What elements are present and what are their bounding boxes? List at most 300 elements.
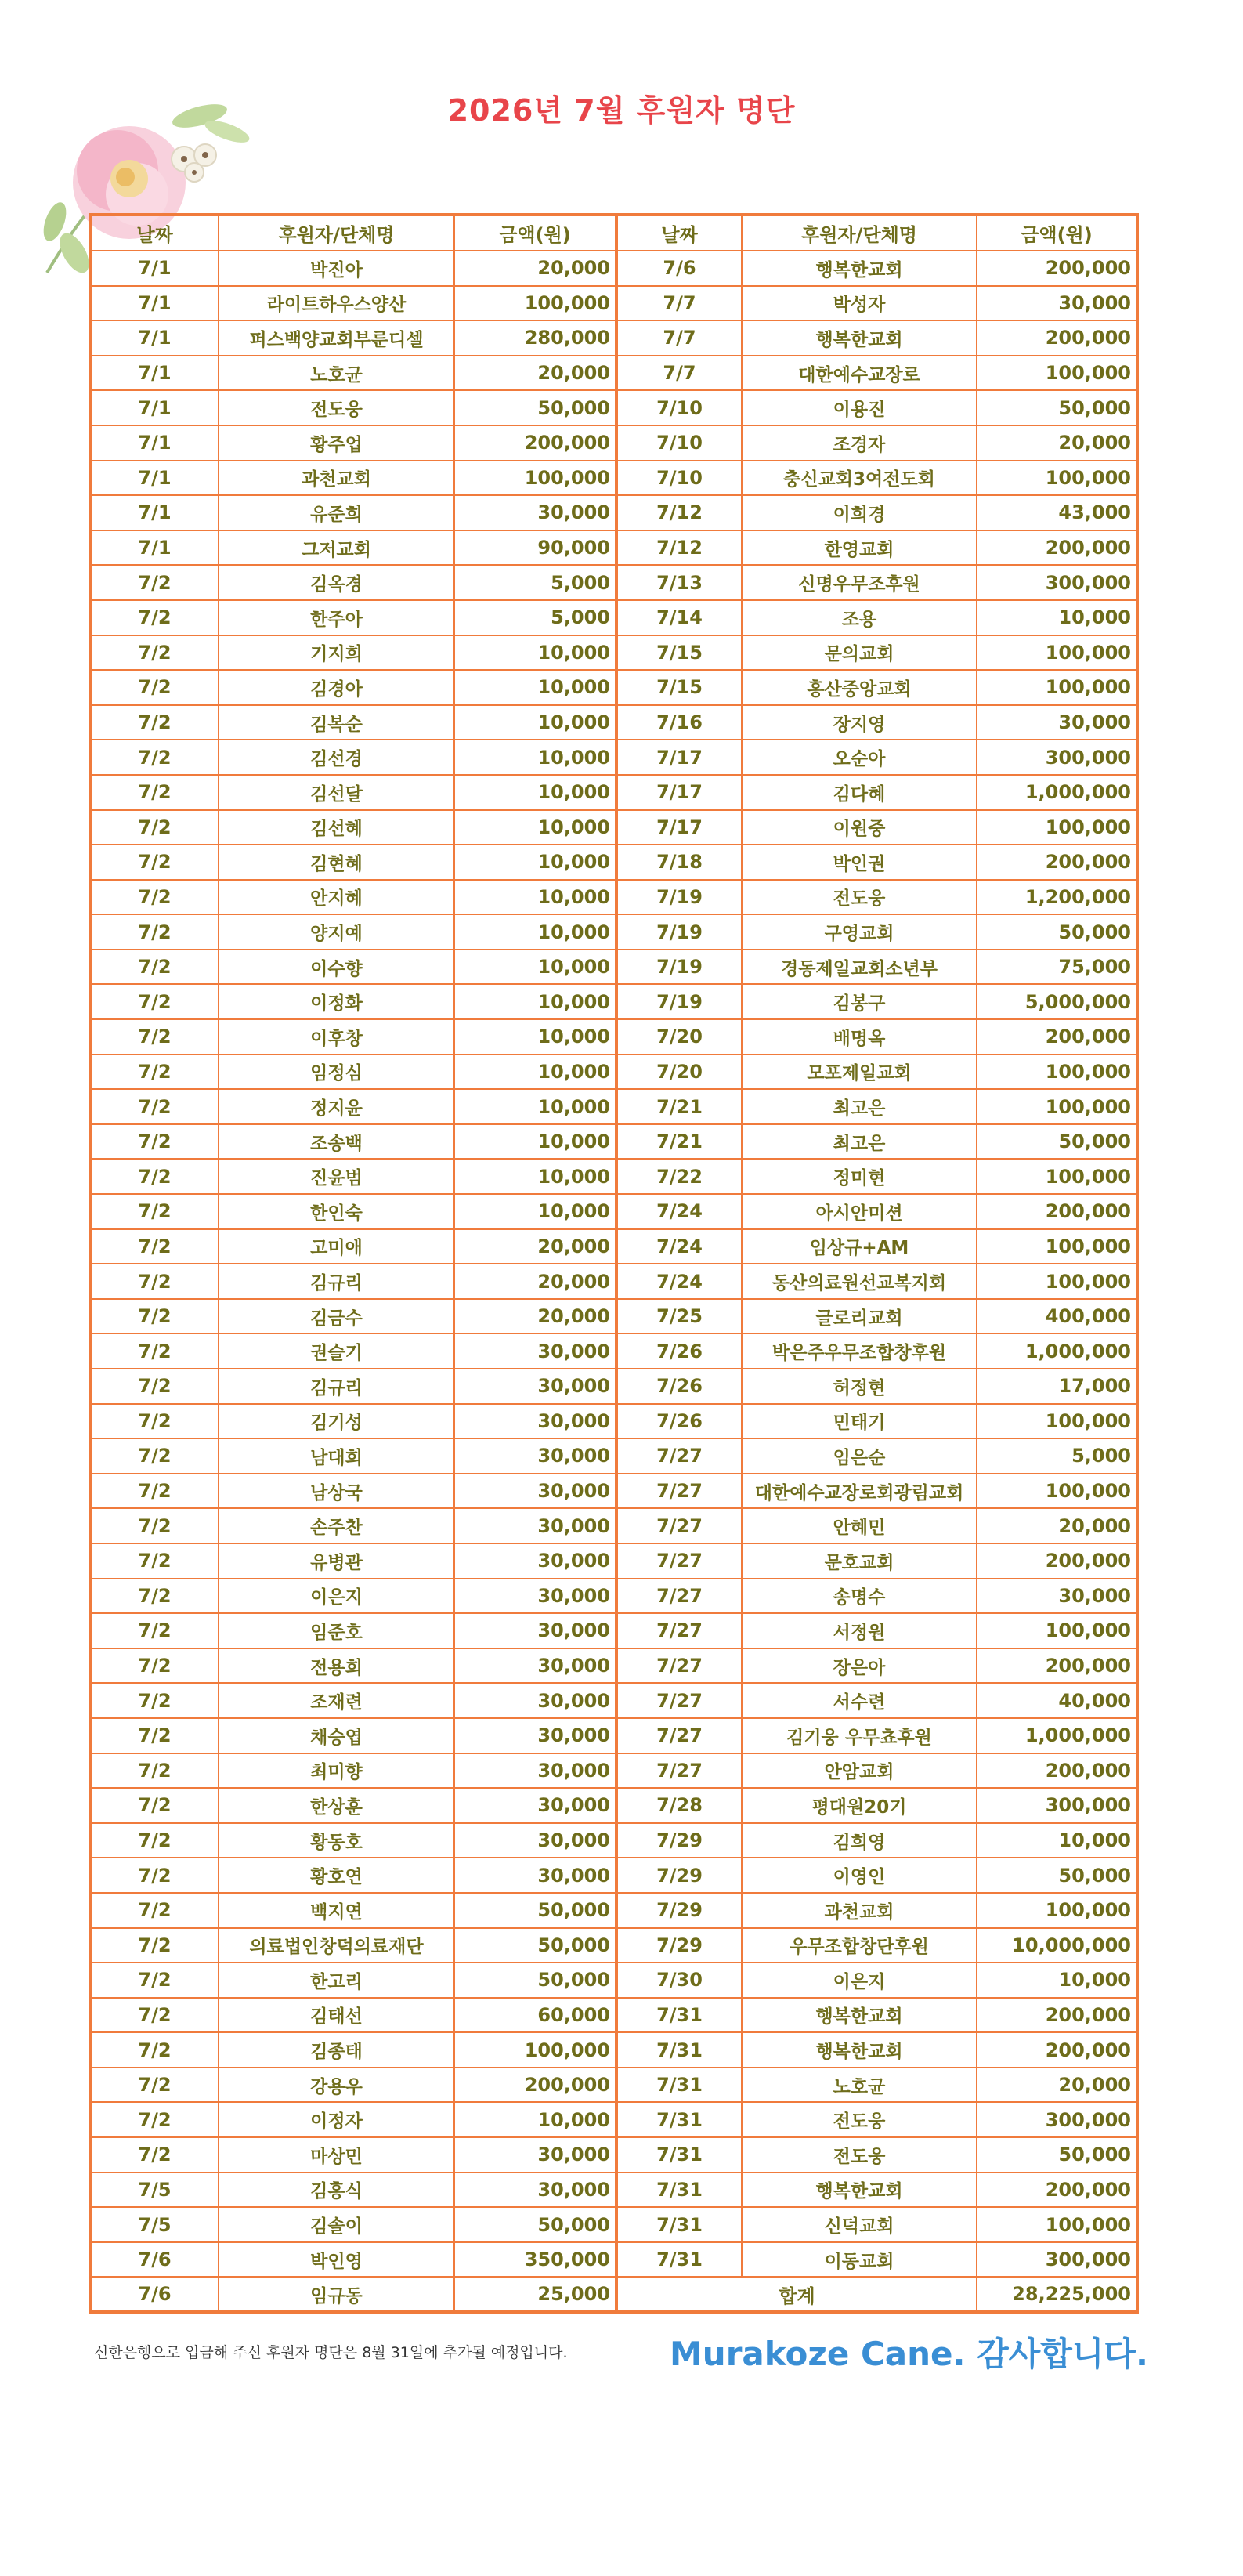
donor-name: 문호교회 <box>742 1543 977 1579</box>
donation-amount: 20,000 <box>454 1264 616 1299</box>
donation-date: 7/2 <box>90 2137 219 2173</box>
table-row <box>90 1648 1137 1684</box>
donor-name: 이수향 <box>219 950 454 985</box>
donor-name: 채승엽 <box>219 1718 454 1753</box>
donation-amount: 10,000 <box>454 775 616 810</box>
donation-date: 7/31 <box>616 2068 742 2103</box>
table-row <box>90 1019 1137 1055</box>
table-header-row <box>90 215 1137 251</box>
donation-date: 7/1 <box>90 461 219 496</box>
donor-name: 최고은 <box>742 1089 977 1124</box>
donation-date: 7/5 <box>90 2173 219 2208</box>
donor-name: 홍산중앙교회 <box>742 670 977 705</box>
donor-name: 행복한교회 <box>742 251 977 286</box>
table-row <box>90 425 1137 461</box>
donation-amount: 200,000 <box>454 2068 616 2103</box>
donor-name: 고미애 <box>219 1229 454 1264</box>
donor-name: 서정원 <box>742 1613 977 1648</box>
table-row <box>90 1613 1137 1648</box>
donation-date: 7/2 <box>90 1613 219 1648</box>
donor-name: 이정자 <box>219 2102 454 2137</box>
donor-name: 안혜민 <box>742 1508 977 1543</box>
donor-name: 전용희 <box>219 1648 454 1684</box>
donation-date: 7/18 <box>616 845 742 880</box>
donor-table-body <box>90 251 1137 2312</box>
donation-amount: 30,000 <box>454 1438 616 1474</box>
donation-date: 7/31 <box>616 2207 742 2242</box>
donation-amount: 30,000 <box>977 705 1137 740</box>
donation-date: 7/2 <box>90 1019 219 1055</box>
donation-date: 7/24 <box>616 1194 742 1229</box>
total-label: 합계 <box>616 2277 977 2312</box>
donation-amount: 10,000,000 <box>977 1928 1137 1963</box>
table-row <box>90 1858 1137 1893</box>
donation-date: 7/29 <box>616 1893 742 1928</box>
donation-date: 7/2 <box>90 950 219 985</box>
donor-name: 박진아 <box>219 251 454 286</box>
donor-name: 모포제일교회 <box>742 1055 977 1090</box>
donation-date: 7/5 <box>90 2207 219 2242</box>
table-row <box>90 2242 1137 2278</box>
donation-date: 7/2 <box>90 705 219 740</box>
donor-name: 정미현 <box>742 1159 977 1194</box>
donation-amount: 10,000 <box>454 914 616 950</box>
donation-amount: 30,000 <box>454 1333 616 1369</box>
donation-date: 7/21 <box>616 1124 742 1160</box>
donor-name: 우무조합창단후원 <box>742 1928 977 1963</box>
table-row <box>90 1579 1137 1614</box>
donation-date: 7/2 <box>90 1998 219 2033</box>
donation-date: 7/26 <box>616 1333 742 1369</box>
donation-amount: 10,000 <box>454 810 616 845</box>
donor-name: 박인권 <box>742 845 977 880</box>
donor-name: 진윤범 <box>219 1159 454 1194</box>
donation-date: 7/2 <box>90 984 219 1019</box>
donation-amount: 200,000 <box>977 530 1137 566</box>
donation-date: 7/10 <box>616 461 742 496</box>
donor-name: 대한예수교장로회광림교회 <box>742 1474 977 1509</box>
donation-date: 7/1 <box>90 390 219 425</box>
donor-name: 김다혜 <box>742 775 977 810</box>
thanks-message: Murakoze Cane. 감사합니다. <box>670 2335 1148 2373</box>
donor-name: 유병관 <box>219 1543 454 1579</box>
donor-name: 행복한교회 <box>742 1998 977 2033</box>
donation-date: 7/2 <box>90 880 219 915</box>
donor-name: 이희경 <box>742 495 977 530</box>
donation-amount: 10,000 <box>454 705 616 740</box>
donation-amount: 50,000 <box>977 2137 1137 2173</box>
donor-name: 글로리교회 <box>742 1299 977 1334</box>
donor-name: 조재련 <box>219 1683 454 1718</box>
donation-date: 7/26 <box>616 1369 742 1404</box>
donation-date: 7/6 <box>90 2242 219 2278</box>
donation-amount: 200,000 <box>977 2173 1137 2208</box>
donation-amount: 75,000 <box>977 950 1137 985</box>
donor-name: 전도웅 <box>742 2137 977 2173</box>
donor-name: 전도웅 <box>219 390 454 425</box>
table-row <box>90 1299 1137 1334</box>
donor-name: 마상민 <box>219 2137 454 2173</box>
donor-name: 라이트하우스양산 <box>219 286 454 321</box>
donation-date: 7/2 <box>90 1579 219 1614</box>
donor-name: 황동호 <box>219 1823 454 1858</box>
table-row <box>90 2173 1137 2208</box>
donation-amount: 100,000 <box>977 1404 1137 1439</box>
donation-amount: 30,000 <box>454 1508 616 1543</box>
donation-date: 7/1 <box>90 251 219 286</box>
donor-name: 배명옥 <box>742 1019 977 1055</box>
donation-amount: 30,000 <box>454 1858 616 1893</box>
donor-name: 남상국 <box>219 1474 454 1509</box>
table-row <box>90 1404 1137 1439</box>
donation-amount: 10,000 <box>454 1124 616 1160</box>
donation-amount: 10,000 <box>454 845 616 880</box>
table-row <box>90 286 1137 321</box>
donation-date: 7/27 <box>616 1508 742 1543</box>
donation-amount: 40,000 <box>977 1683 1137 1718</box>
donor-name: 김선혜 <box>219 810 454 845</box>
donation-amount: 100,000 <box>977 1089 1137 1124</box>
donation-date: 7/19 <box>616 914 742 950</box>
donation-amount: 10,000 <box>977 600 1137 635</box>
table-row <box>90 950 1137 985</box>
donation-amount: 100,000 <box>977 810 1137 845</box>
donor-name: 충신교회3여전도회 <box>742 461 977 496</box>
donor-name: 임정심 <box>219 1055 454 1090</box>
page-title: 2026년 7월 후원자 명단 <box>447 93 796 128</box>
donor-name: 김금수 <box>219 1299 454 1334</box>
donation-date: 7/1 <box>90 530 219 566</box>
donor-name: 장지영 <box>742 705 977 740</box>
donation-date: 7/27 <box>616 1648 742 1684</box>
donation-amount: 30,000 <box>454 1474 616 1509</box>
donor-name: 조경자 <box>742 425 977 461</box>
donor-name: 김규리 <box>219 1369 454 1404</box>
donor-name: 송명수 <box>742 1579 977 1614</box>
donation-date: 7/2 <box>90 740 219 775</box>
donation-amount: 90,000 <box>454 530 616 566</box>
donation-amount: 200,000 <box>977 1648 1137 1684</box>
donation-amount: 30,000 <box>454 2173 616 2208</box>
donor-name: 아시안미션 <box>742 1194 977 1229</box>
table-row <box>90 1229 1137 1264</box>
donor-name: 임규동 <box>219 2277 454 2312</box>
table-row <box>90 880 1137 915</box>
table-row <box>90 530 1137 566</box>
donation-amount: 300,000 <box>977 740 1137 775</box>
donor-name: 한주아 <box>219 600 454 635</box>
donation-amount: 100,000 <box>977 1055 1137 1090</box>
table-row <box>90 670 1137 705</box>
donation-amount: 30,000 <box>454 2137 616 2173</box>
donation-amount: 100,000 <box>977 1474 1137 1509</box>
donation-date: 7/2 <box>90 845 219 880</box>
donor-name: 한상훈 <box>219 1788 454 1823</box>
donation-date: 7/31 <box>616 2242 742 2278</box>
donation-date: 7/22 <box>616 1159 742 1194</box>
donation-date: 7/26 <box>616 1404 742 1439</box>
donation-amount: 30,000 <box>454 1683 616 1718</box>
donation-date: 7/1 <box>90 425 219 461</box>
table-row <box>90 1893 1137 1928</box>
donor-name: 양지예 <box>219 914 454 950</box>
donation-amount: 100,000 <box>977 670 1137 705</box>
donor-name: 김봉구 <box>742 984 977 1019</box>
donation-amount: 10,000 <box>454 1055 616 1090</box>
donation-amount: 200,000 <box>977 2032 1137 2068</box>
donation-amount: 10,000 <box>977 1823 1137 1858</box>
header-amount: 금액(원) <box>454 215 616 251</box>
table-row <box>90 1055 1137 1090</box>
donor-name: 임은순 <box>742 1438 977 1474</box>
donation-amount: 100,000 <box>977 1613 1137 1648</box>
donation-date: 7/14 <box>616 600 742 635</box>
donation-date: 7/27 <box>616 1579 742 1614</box>
donor-name: 임상규+AM <box>742 1229 977 1264</box>
donation-amount: 5,000 <box>454 565 616 600</box>
donation-amount: 17,000 <box>977 1369 1137 1404</box>
donation-date: 7/29 <box>616 1823 742 1858</box>
donation-date: 7/15 <box>616 670 742 705</box>
donation-date: 7/7 <box>616 286 742 321</box>
donation-date: 7/2 <box>90 1893 219 1928</box>
donation-amount: 280,000 <box>454 320 616 356</box>
donation-date: 7/16 <box>616 705 742 740</box>
donation-date: 7/2 <box>90 1194 219 1229</box>
donation-date: 7/20 <box>616 1055 742 1090</box>
table-row <box>90 2137 1137 2173</box>
table-row <box>90 705 1137 740</box>
donor-name: 박성자 <box>742 286 977 321</box>
donor-name: 이동교회 <box>742 2242 977 2278</box>
donation-amount: 100,000 <box>977 635 1137 671</box>
donor-name: 노호균 <box>742 2068 977 2103</box>
donor-name: 한영교회 <box>742 530 977 566</box>
donation-amount: 100,000 <box>977 1893 1137 1928</box>
donation-date: 7/13 <box>616 565 742 600</box>
donor-name: 유준희 <box>219 495 454 530</box>
donation-amount: 30,000 <box>454 1788 616 1823</box>
donation-date: 7/2 <box>90 775 219 810</box>
donor-name: 민태기 <box>742 1404 977 1439</box>
donation-amount: 50,000 <box>454 2207 616 2242</box>
donor-name: 동산의료원선교복지회 <box>742 1264 977 1299</box>
donation-date: 7/2 <box>90 1404 219 1439</box>
donor-name: 박인영 <box>219 2242 454 2278</box>
table-row <box>90 1089 1137 1124</box>
donor-name: 경동제일교회소년부 <box>742 950 977 985</box>
donation-date: 7/2 <box>90 1369 219 1404</box>
header-amount: 금액(원) <box>977 215 1137 251</box>
donation-amount: 30,000 <box>454 495 616 530</box>
table-row <box>90 1963 1137 1998</box>
donation-date: 7/2 <box>90 1299 219 1334</box>
header-date: 날짜 <box>90 215 219 251</box>
donation-date: 7/2 <box>90 1474 219 1509</box>
donation-date: 7/10 <box>616 390 742 425</box>
donor-name: 노호균 <box>219 356 454 391</box>
donation-amount: 5,000 <box>977 1438 1137 1474</box>
table-row <box>90 810 1137 845</box>
donation-date: 7/27 <box>616 1438 742 1474</box>
table-row <box>90 635 1137 671</box>
donor-name: 행복한교회 <box>742 2173 977 2208</box>
donor-name: 김현혜 <box>219 845 454 880</box>
donation-amount: 100,000 <box>454 461 616 496</box>
donation-amount: 20,000 <box>454 251 616 286</box>
donation-date: 7/21 <box>616 1089 742 1124</box>
donation-amount: 10,000 <box>454 635 616 671</box>
donation-date: 7/6 <box>616 251 742 286</box>
donation-date: 7/2 <box>90 1508 219 1543</box>
donation-date: 7/6 <box>90 2277 219 2312</box>
donation-amount: 50,000 <box>977 914 1137 950</box>
table-row <box>90 984 1137 1019</box>
donation-date: 7/1 <box>90 356 219 391</box>
donation-amount: 100,000 <box>977 1159 1137 1194</box>
donation-amount: 20,000 <box>454 356 616 391</box>
table-row <box>90 390 1137 425</box>
donor-name: 구영교회 <box>742 914 977 950</box>
donation-amount: 5,000,000 <box>977 984 1137 1019</box>
donation-date: 7/20 <box>616 1019 742 1055</box>
table-row <box>90 1159 1137 1194</box>
donor-name: 과천교회 <box>219 461 454 496</box>
donor-name: 서수련 <box>742 1683 977 1718</box>
table-row <box>90 1753 1137 1789</box>
donation-amount: 10,000 <box>454 1194 616 1229</box>
donation-date: 7/31 <box>616 2173 742 2208</box>
donor-name: 이원중 <box>742 810 977 845</box>
donor-name: 허정현 <box>742 1369 977 1404</box>
donation-amount: 100,000 <box>977 1229 1137 1264</box>
donor-name: 김경아 <box>219 670 454 705</box>
donation-date: 7/31 <box>616 1998 742 2033</box>
donor-name: 한고리 <box>219 1963 454 1998</box>
donation-amount: 200,000 <box>977 845 1137 880</box>
donation-date: 7/1 <box>90 320 219 356</box>
donation-amount: 10,000 <box>454 880 616 915</box>
donation-date: 7/2 <box>90 2102 219 2137</box>
donation-amount: 10,000 <box>454 1019 616 1055</box>
header-date: 날짜 <box>616 215 742 251</box>
donation-amount: 43,000 <box>977 495 1137 530</box>
donation-date: 7/12 <box>616 495 742 530</box>
total-amount: 28,225,000 <box>977 2277 1137 2312</box>
donation-date: 7/25 <box>616 1299 742 1334</box>
donation-date: 7/24 <box>616 1264 742 1299</box>
table-row <box>90 1718 1137 1753</box>
donor-name: 최고은 <box>742 1124 977 1160</box>
donor-table-container <box>89 213 1136 2314</box>
donation-date: 7/2 <box>90 1438 219 1474</box>
donor-name: 김기성 <box>219 1404 454 1439</box>
table-row <box>90 1124 1137 1160</box>
table-row <box>90 1438 1137 1474</box>
donation-amount: 200,000 <box>977 251 1137 286</box>
donation-date: 7/2 <box>90 1333 219 1369</box>
table-row <box>90 1333 1137 1369</box>
donation-date: 7/19 <box>616 950 742 985</box>
donor-name: 이정화 <box>219 984 454 1019</box>
donation-date: 7/30 <box>616 1963 742 1998</box>
donation-amount: 50,000 <box>977 390 1137 425</box>
donor-name: 퍼스백양교회부룬디셀 <box>219 320 454 356</box>
table-row <box>90 600 1137 635</box>
donation-amount: 60,000 <box>454 1998 616 2033</box>
donation-date: 7/2 <box>90 2032 219 2068</box>
donation-date: 7/19 <box>616 880 742 915</box>
donor-name: 기지희 <box>219 635 454 671</box>
donor-name: 이후창 <box>219 1019 454 1055</box>
table-row <box>90 565 1137 600</box>
donation-date: 7/7 <box>616 320 742 356</box>
donor-name: 과천교회 <box>742 1893 977 1928</box>
donation-amount: 30,000 <box>454 1823 616 1858</box>
donation-amount: 100,000 <box>454 286 616 321</box>
donor-name: 이은지 <box>742 1963 977 1998</box>
donation-amount: 10,000 <box>454 740 616 775</box>
donation-amount: 100,000 <box>977 1264 1137 1299</box>
donation-amount: 20,000 <box>454 1299 616 1334</box>
table-row <box>90 1508 1137 1543</box>
donor-name: 안지혜 <box>219 880 454 915</box>
donor-name: 김희영 <box>742 1823 977 1858</box>
donor-name: 조송백 <box>219 1124 454 1160</box>
donation-amount: 1,000,000 <box>977 1718 1137 1753</box>
donation-date: 7/15 <box>616 635 742 671</box>
donation-date: 7/2 <box>90 635 219 671</box>
donation-date: 7/2 <box>90 1543 219 1579</box>
donation-date: 7/31 <box>616 2032 742 2068</box>
donation-amount: 50,000 <box>977 1124 1137 1160</box>
donation-amount: 10,000 <box>454 984 616 1019</box>
donation-amount: 300,000 <box>977 2242 1137 2278</box>
donor-name: 황호연 <box>219 1858 454 1893</box>
table-row <box>90 495 1137 530</box>
donation-amount: 10,000 <box>454 670 616 705</box>
donation-date: 7/27 <box>616 1543 742 1579</box>
table-row <box>90 914 1137 950</box>
donation-date: 7/24 <box>616 1229 742 1264</box>
donor-name: 황주업 <box>219 425 454 461</box>
table-row <box>90 320 1137 356</box>
donation-amount: 20,000 <box>977 2068 1137 2103</box>
footnote-text: 신한은행으로 입금해 주신 후원자 명단은 8월 31일에 추가될 예정입니다. <box>94 2344 568 2361</box>
donation-date: 7/29 <box>616 1928 742 1963</box>
donation-amount: 100,000 <box>977 461 1137 496</box>
donation-amount: 10,000 <box>977 1963 1137 1998</box>
donation-date: 7/2 <box>90 1683 219 1718</box>
donor-name: 김종태 <box>219 2032 454 2068</box>
donation-amount: 30,000 <box>977 286 1137 321</box>
table-row <box>90 1683 1137 1718</box>
donation-date: 7/27 <box>616 1474 742 1509</box>
donation-date: 7/2 <box>90 914 219 950</box>
donation-amount: 30,000 <box>454 1648 616 1684</box>
table-row <box>90 2102 1137 2137</box>
donor-name: 행복한교회 <box>742 2032 977 2068</box>
donation-amount: 30,000 <box>454 1404 616 1439</box>
donation-date: 7/2 <box>90 2068 219 2103</box>
donation-amount: 30,000 <box>977 1579 1137 1614</box>
table-row <box>90 1264 1137 1299</box>
donation-amount: 200,000 <box>977 320 1137 356</box>
table-row <box>90 1823 1137 1858</box>
donor-name: 조용 <box>742 600 977 635</box>
donation-date: 7/2 <box>90 1229 219 1264</box>
donor-name: 행복한교회 <box>742 320 977 356</box>
